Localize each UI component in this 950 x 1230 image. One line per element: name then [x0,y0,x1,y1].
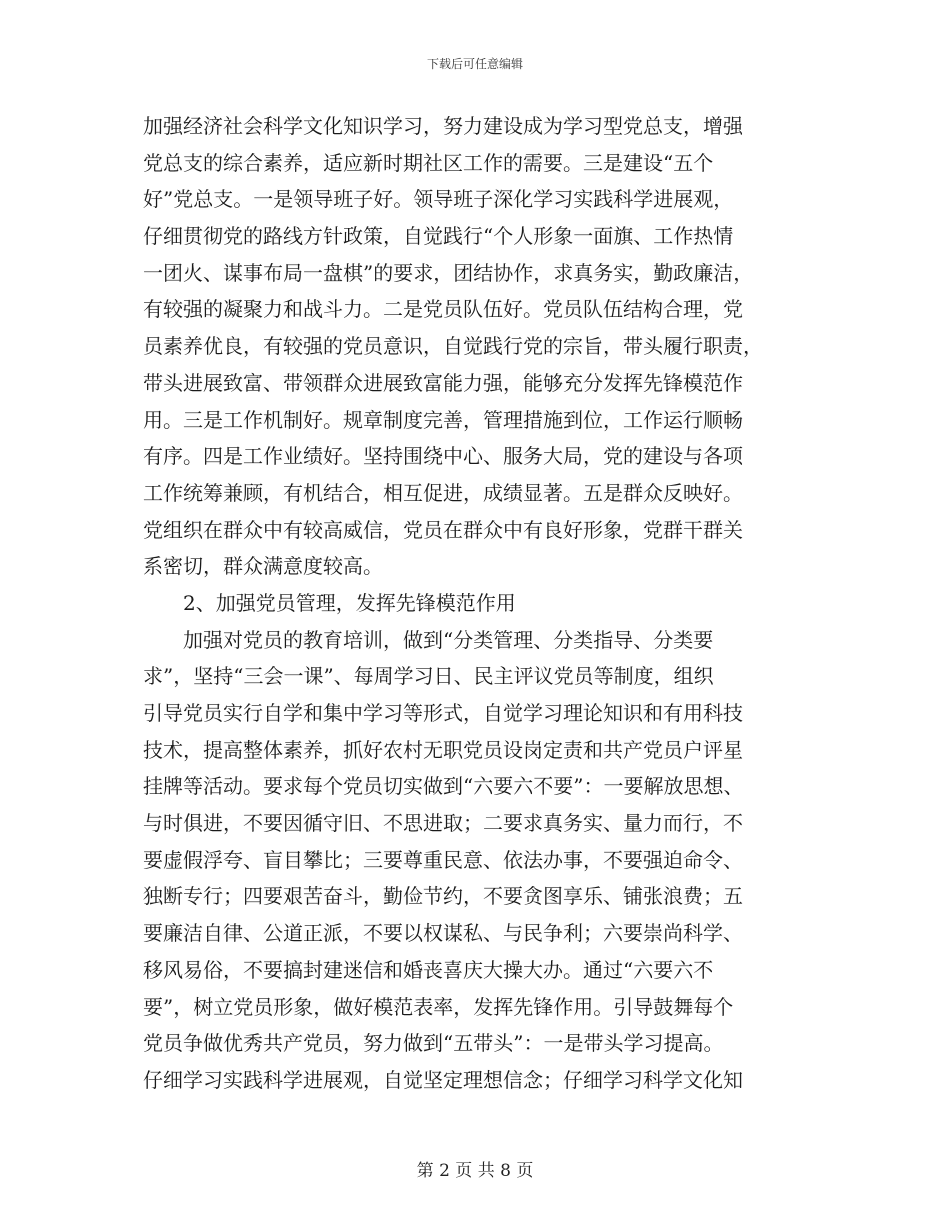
section-heading: 2、加强党员管理，发挥先锋模范作用 [183,590,516,615]
document-body [143,108,807,1099]
page-header: 下载后可任意编辑 [426,57,523,71]
text-line: 工作统筹兼顾，有机结合，相互促进，成绩显著。五是群众反映好。 [143,480,743,505]
text-line: 独断专行；四要艰苦奋斗，勤俭节约，不要贪图享乐、铺张浪费；五 [143,884,743,909]
text-line: 员素养优良，有较强的党员意识，自觉践行党的宗旨，带头履行职责， [143,334,763,359]
text-line: 用。三是工作机制好。规章制度完善，管理措施到位，工作运行顺畅 [143,407,743,432]
text-line: 党组织在群众中有较高威信，党员在群众中有良好形象，党群干群关 [143,517,743,542]
text-line: 与时俱进，不要因循守旧、不思进取；二要求真务实、量力而行，不 [143,811,743,836]
text-line: 带头进展致富、带领群众进展致富能力强，能够充分发挥先锋模范作 [143,370,743,395]
page-number-footer: 第 2 页 共 8 页 [416,1161,534,1181]
text-line: 加强经济社会科学文化知识学习，努力建设成为学习型党总支，增强 [143,114,743,138]
text-line: 要廉洁自律、公道正派，不要以权谋私、与民争利；六要崇尚科学、 [143,921,743,946]
text-line: 仔细学习实践科学进展观，自觉坚定理想信念；仔细学习科学文化知 [143,1067,743,1092]
text-line: 好”党总支。一是领导班子好。领导班子深化学习实践科学进展观， [143,187,734,212]
text-line: 要虚假浮夸、盲目攀比；三要尊重民意、依法办事，不要强迫命令、 [143,847,743,872]
text-line: 加强对党员的教育培训，做到“分类管理、分类指导、分类要 [183,627,714,652]
text-line: 求”，坚持“三会一课”、每周学习日、民主评议党员等制度，组织 [143,664,714,689]
text-line: 移风易俗，不要搞封建迷信和婚丧喜庆大操大办。通过“六要六不 [143,957,714,982]
text-line: 挂牌等活动。要求每个党员切实做到“六要六不要”：一要解放思想、 [143,774,744,799]
text-line: 一团火、谋事布局一盘棋”的要求，团结协作，求真务实，勤政廉洁， [143,260,754,285]
text-line: 系密切，群众满意度较高。 [143,554,383,579]
text-line: 有较强的凝聚力和战斗力。二是党员队伍好。党员队伍结构合理，党 [143,297,743,322]
text-line: 仔细贯彻党的路线方针政策，自觉践行“个人形象一面旗、工作热情 [143,224,734,249]
text-line: 技术，提高整体素养，抓好农村无职党员设岗定责和共产党员户评星 [143,737,743,762]
text-line: 党总支的综合素养，适应新时期社区工作的需要。三是建设“五个 [143,150,714,175]
text-line: 要”，树立党员形象，做好模范表率，发挥先锋作用。引导鼓舞每个 [143,994,734,1019]
text-line: 引导党员实行自学和集中学习等形式，自觉学习理论知识和有用科技 [143,701,743,725]
text-line: 有序。四是工作业绩好。坚持围绕中心、服务大局，党的建设与各项 [143,444,743,469]
text-line: 党员争做优秀共产党员，努力做到“五带头”：一是带头学习提高。 [143,1031,724,1056]
